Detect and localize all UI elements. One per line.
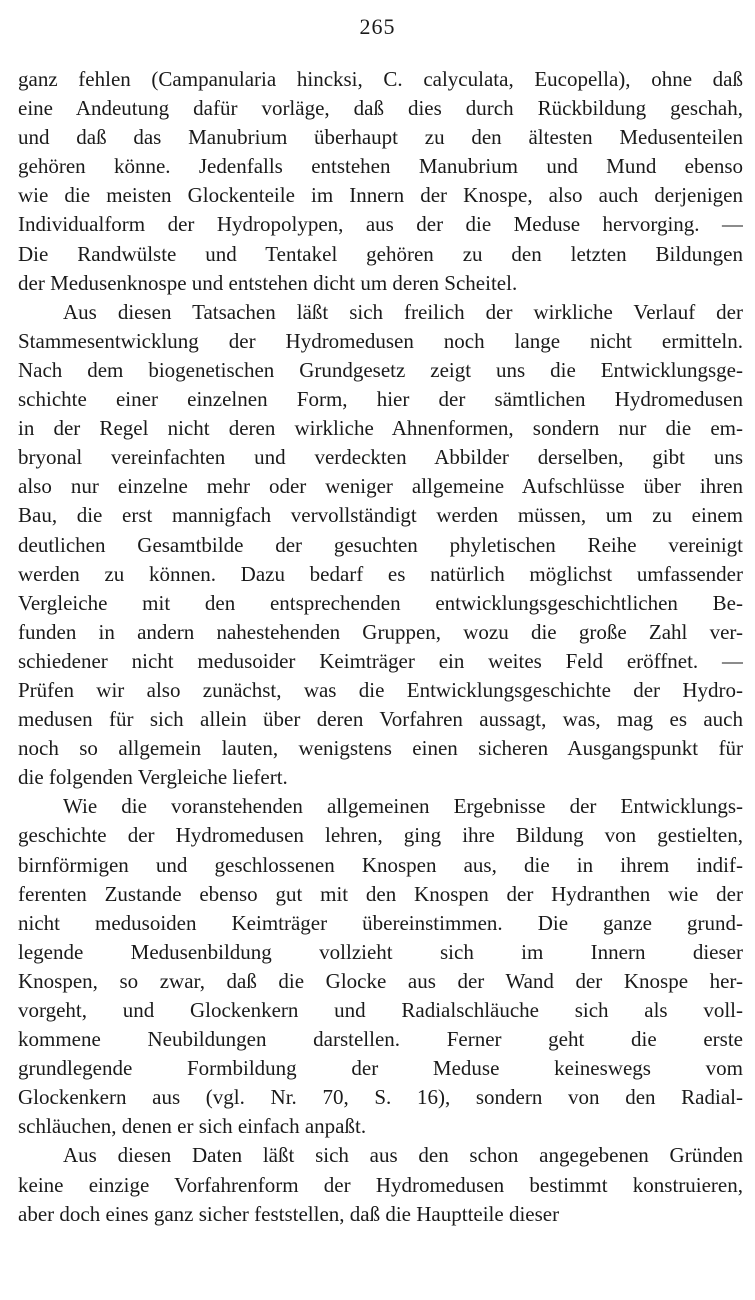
- text-line: schiedener nicht medusoider Keimträger ein weites Feld eröffnet. —: [18, 648, 743, 673]
- text-line: funden in andern nahestehenden Gruppen, wozu die große Zahl ver-: [18, 619, 743, 644]
- page-number: 265: [359, 14, 396, 39]
- paragraph: [18, 298, 743, 793]
- text-line: schläuchen, denen er sich einfach anpaßt.: [18, 1114, 367, 1139]
- text-line: geschichte der Hydromedusen lehren, ging ihre Bildung von gestielten,: [18, 823, 743, 848]
- text-line: Bau, die erst mannigfach vervollständigt werden müssen, um zu einem: [18, 503, 743, 528]
- text-line: medusen für sich allein über deren Vorfahren aussagt, was, mag es auch: [18, 707, 743, 732]
- text-line: wie die meisten Glockenteile im Innern der Knospe, also auch derjenigen: [18, 183, 743, 208]
- text-line: gehören könne. Jedenfalls entstehen Manubrium und Mund ebenso: [18, 154, 743, 179]
- text-line: der Medusenknospe und entstehen dicht um deren Scheitel.: [18, 270, 518, 295]
- text-line: Individualform der Hydropolypen, aus der die Meduse hervorging. —: [18, 212, 743, 237]
- text-line: noch so allgemein lauten, wenigstens einen sicheren Ausgangspunkt für: [18, 736, 743, 761]
- paragraph: [18, 65, 743, 298]
- text-line: ferenten Zustande ebenso gut mit den Knospen der Hydranthen wie der: [18, 881, 743, 906]
- paragraph: [18, 792, 743, 1141]
- text-line: Aus diesen Tatsachen läßt sich freilich der wirkliche Verlauf der: [63, 299, 743, 324]
- text-line: in der Regel nicht deren wirkliche Ahnenformen, sondern nur die em-: [18, 416, 743, 441]
- text-line: und daß das Manubrium überhaupt zu den ältesten Medusenteilen: [18, 125, 743, 150]
- text-line: Nach dem biogenetischen Grundgesetz zeigt uns die Entwicklungsge-: [18, 357, 743, 382]
- text-line: kommene Neubildungen darstellen. Ferner geht die erste: [18, 1027, 743, 1052]
- text-line: birnförmigen und geschlossenen Knospen aus, die in ihrem indif-: [18, 852, 743, 877]
- text-line: eine Andeutung dafür vorläge, daß dies durch Rückbildung geschah,: [18, 96, 743, 121]
- text-line: bryonal vereinfachten und verdeckten Abbilder derselben, gibt uns: [18, 445, 743, 470]
- text-line: die folgenden Vergleiche liefert.: [18, 765, 288, 790]
- text-line: Glockenkern aus (vgl. Nr. 70, S. 16), sondern von den Radial-: [18, 1085, 743, 1110]
- text-line: Vergleiche mit den entsprechenden entwicklungsgeschichtlichen Be-: [18, 590, 743, 615]
- text-line: nicht medusoiden Keimträger übereinstimmen. Die ganze grund-: [18, 910, 743, 935]
- text-line: keine einzige Vorfahrenform der Hydromedusen bestimmt konstruieren,: [18, 1172, 743, 1197]
- text-line: also nur einzelne mehr oder weniger allgemeine Aufschlüsse über ihren: [18, 474, 743, 499]
- text-line: schichte einer einzelnen Form, hier der sämtlichen Hydromedusen: [18, 387, 743, 412]
- text-line: Stammesentwicklung der Hydromedusen noch lange nicht ermitteln.: [18, 328, 743, 353]
- text-line: Knospen, so zwar, daß die Glocke aus der Wand der Knospe her-: [18, 968, 743, 993]
- text-line: vorgeht, und Glockenkern und Radialschläuche sich als voll-: [18, 998, 743, 1022]
- text-line: Wie die voranstehenden allgemeinen Ergebnisse der Entwicklungs-: [63, 794, 743, 819]
- text-line: ganz fehlen (Campanularia hincksi, C. calyculata, Eucopella), ohne daß: [18, 67, 743, 91]
- text-line: werden zu können. Dazu bedarf es natürlich möglichst umfassender: [18, 561, 743, 586]
- text-line: deutlichen Gesamtbilde der gesuchten phyletischen Reihe vereinigt: [18, 532, 743, 557]
- text-line: aber doch eines ganz sicher feststellen, daß die Hauptteile dieser: [18, 1201, 560, 1226]
- text-line: legende Medusenbildung vollzieht sich im Innern dieser: [18, 939, 743, 964]
- text-line: Prüfen wir also zunächst, was die Entwicklungsgeschichte der Hydro-: [18, 677, 743, 702]
- text-line: Die Randwülste und Tentakel gehören zu den letzten Bildungen: [18, 241, 743, 266]
- body-text: [18, 65, 743, 1229]
- text-line: Aus diesen Daten läßt sich aus den schon angegebenen Gründen: [63, 1143, 743, 1168]
- paragraph: [18, 1141, 743, 1228]
- text-line: grundlegende Formbildung der Meduse keineswegs vom: [18, 1056, 743, 1081]
